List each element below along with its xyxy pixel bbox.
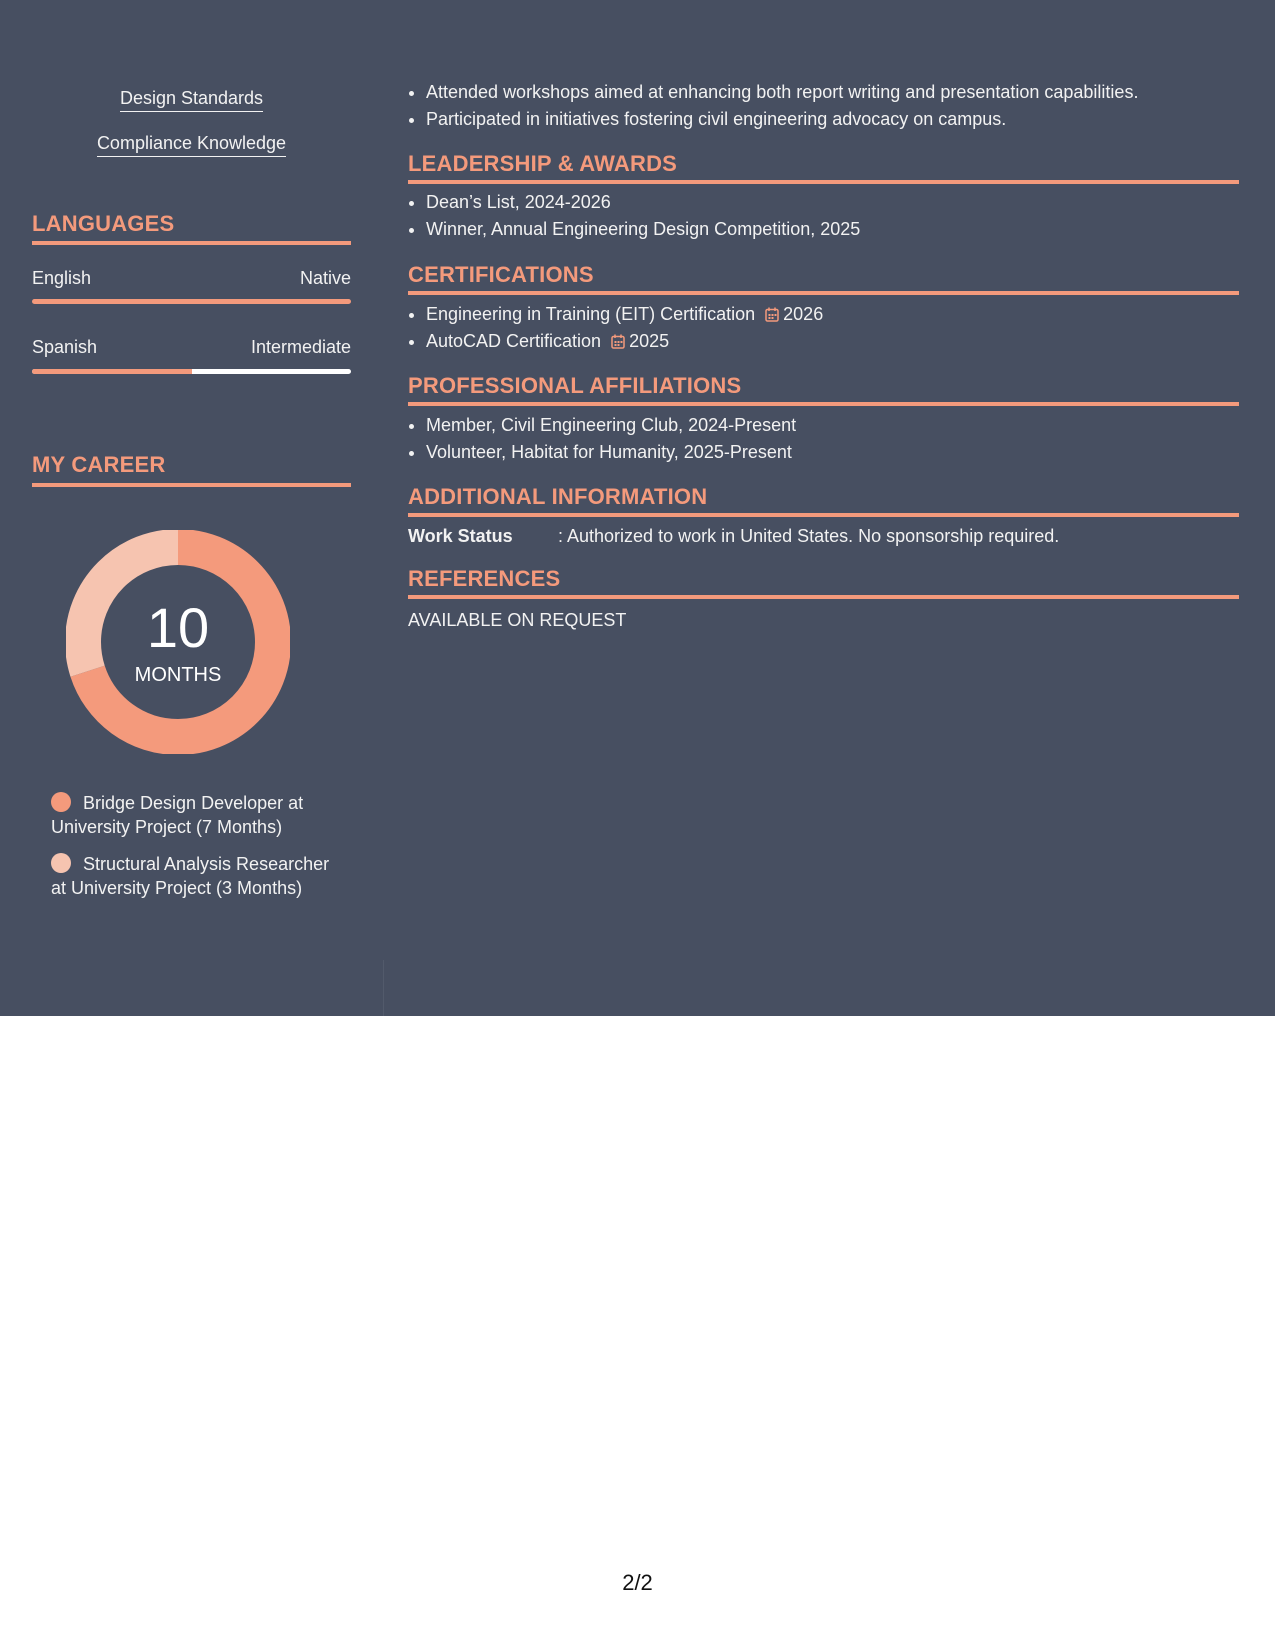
legend-dot [51, 792, 71, 812]
skill-item: Design Standards [32, 88, 351, 112]
list-item [426, 328, 1239, 355]
section-rule [32, 483, 351, 487]
career-legend-item [51, 791, 331, 839]
language-bar [32, 369, 351, 374]
language-level: Intermediate [250, 337, 351, 357]
legend-label: Bridge Design Developer at University Project (7 Months) [51, 793, 304, 837]
certification-name: Engineering in Training (EIT) Certification [426, 304, 756, 324]
legend-label: Structural Analysis Researcher at University Project (3 Months) [51, 854, 330, 898]
affiliations-heading: PROFESSIONAL AFFILIATIONS [408, 373, 742, 398]
page-number: 2/2 [622, 1570, 653, 1595]
references-text: AVAILABLE ON REQUEST [408, 610, 627, 630]
section-rule [408, 402, 1239, 406]
list-item: • Attended workshops aimed at enhancing both report writing and presentation capabilities. [426, 79, 1239, 106]
language-level: Native [299, 268, 351, 288]
language-name: English [32, 268, 92, 288]
work-status-label: Work Status [408, 526, 513, 546]
additional-info-heading: ADDITIONAL INFORMATION [408, 484, 708, 509]
section-rule [408, 595, 1239, 599]
list-item: • Member, Civil Engineering Club, 2024-Present [426, 412, 1239, 439]
section-rule [408, 513, 1239, 517]
skill-item: Compliance Knowledge [32, 133, 351, 157]
career-total-number: 10 [146, 596, 210, 659]
certifications-list [408, 301, 1239, 355]
activities-list [408, 79, 1239, 133]
work-status-row [408, 526, 1059, 547]
language-name: Spanish [32, 337, 98, 357]
leadership-list [408, 189, 1239, 243]
section-rule [408, 180, 1239, 184]
career-heading: MY CAREER [32, 452, 166, 477]
certifications-heading: CERTIFICATIONS [408, 262, 594, 287]
list-item: • Participated in initiatives fostering civil engineering advocacy on campus. [426, 106, 1239, 133]
list-item: • Dean’s List, 2024-2026 [426, 189, 1239, 216]
leadership-heading: LEADERSHIP & AWARDS [408, 151, 678, 176]
certification-name: AutoCAD Certification [426, 331, 602, 351]
list-item: • Winner, Annual Engineering Design Competition, 2025 [426, 216, 1239, 243]
certification-year: 2025 [629, 331, 670, 351]
legend-dot [51, 853, 71, 873]
sidebar [32, 0, 351, 1016]
list-item: • Volunteer, Habitat for Humanity, 2025-Present [426, 439, 1239, 466]
calendar-icon [611, 334, 625, 349]
calendar-icon [765, 307, 779, 322]
language-bar-fill [32, 369, 192, 374]
section-rule [32, 241, 351, 245]
language-row [32, 268, 351, 289]
career-total-unit: MONTHS [134, 664, 222, 686]
column-divider [383, 960, 384, 1016]
section-rule [408, 291, 1239, 295]
list-item [426, 301, 1239, 328]
affiliations-list [408, 412, 1239, 466]
languages-heading: LANGUAGES [32, 211, 175, 236]
language-bar [32, 299, 351, 304]
language-bar-fill [32, 299, 351, 304]
career-legend-item [51, 852, 331, 900]
language-row [32, 337, 351, 358]
certification-year: 2026 [783, 304, 824, 324]
work-status-value: : Authorized to work in United States. No sponsorship required. [558, 526, 1060, 546]
references-heading: REFERENCES [408, 566, 561, 591]
